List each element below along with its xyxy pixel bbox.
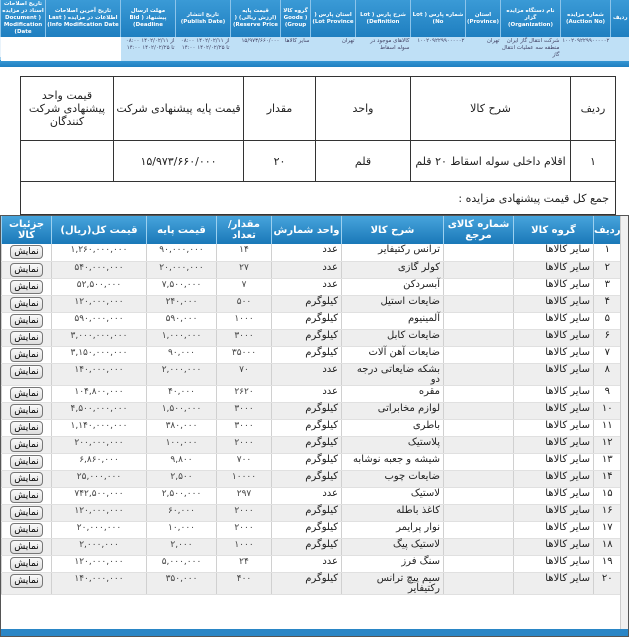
- reference-number: [444, 346, 514, 363]
- reference-number: [444, 521, 514, 538]
- reference-number: [444, 419, 514, 436]
- unit: کیلوگرم: [272, 453, 342, 470]
- column-header: نام دستگاه مزایده گزار (Organization): [501, 0, 561, 37]
- show-details-button[interactable]: نمایش: [10, 455, 42, 469]
- show-details-button[interactable]: نمایش: [10, 365, 42, 379]
- column-header: ردیف: [571, 77, 616, 141]
- quantity: ۲۰۰۰: [217, 436, 272, 453]
- total-price: ۱۴۰,۰۰۰,۰۰۰: [52, 363, 147, 385]
- cell: سایر کالاها: [281, 37, 311, 61]
- table-row: [2, 521, 621, 538]
- table-row: [2, 244, 621, 261]
- scrollbar[interactable]: [620, 216, 628, 636]
- goods-group: سایر کالاها: [514, 470, 594, 487]
- cell: [611, 37, 629, 61]
- table-row: [2, 538, 621, 555]
- base-price: ۵۹۰,۰۰۰: [147, 312, 217, 329]
- total-price: ۵۹۰,۰۰۰,۰۰۰: [52, 312, 147, 329]
- base-price: ۲۴۰,۰۰۰: [147, 295, 217, 312]
- quantity: ۲۶۲۰: [217, 385, 272, 402]
- unit: کیلوگرم: [272, 572, 342, 594]
- auction-header-strip: [0, 0, 629, 67]
- description: مقره: [342, 385, 444, 402]
- show-details-button[interactable]: نمایش: [10, 523, 42, 537]
- show-details-button[interactable]: نمایش: [10, 574, 42, 588]
- reference-number: [444, 453, 514, 470]
- unit: کیلوگرم: [272, 419, 342, 436]
- goods-group: سایر کالاها: [514, 402, 594, 419]
- details-cell: [2, 402, 52, 419]
- row-number: ۱۳: [594, 453, 621, 470]
- unit: کیلوگرم: [272, 538, 342, 555]
- summary-table: [20, 76, 616, 215]
- details-cell: [2, 261, 52, 278]
- details-cell: [2, 453, 52, 470]
- unit: عدد: [272, 278, 342, 295]
- unit: کیلوگرم: [272, 346, 342, 363]
- details-cell: [2, 346, 52, 363]
- row-number: ۱۲: [594, 436, 621, 453]
- base-price: ۲,۵۰۰,۰۰۰: [147, 487, 217, 504]
- details-cell: [2, 521, 52, 538]
- row-number: ۱۴: [594, 470, 621, 487]
- items-table: [1, 216, 621, 595]
- row-number: ۷: [594, 346, 621, 363]
- details-cell: [2, 419, 52, 436]
- table-row: [2, 261, 621, 278]
- table-row: [2, 402, 621, 419]
- total-price: ۱,۱۴۰,۰۰۰,۰۰۰: [52, 419, 147, 436]
- base-price: ۲۰,۰۰۰,۰۰۰: [147, 261, 217, 278]
- reference-number: [444, 555, 514, 572]
- show-details-button[interactable]: نمایش: [10, 472, 42, 486]
- goods-group: سایر کالاها: [514, 244, 594, 261]
- show-details-button[interactable]: نمایش: [10, 297, 42, 311]
- reference-number: [444, 329, 514, 346]
- details-cell: [2, 244, 52, 261]
- description: لاستیک پیگ: [342, 538, 444, 555]
- cell: ۱۰۰۲۰۹۲۲۹۹۰۰۰۰۰۲: [561, 37, 611, 61]
- items-panel: [0, 215, 629, 637]
- description: شیشه و جعبه نوشابه: [342, 453, 444, 470]
- table-footer-band: [1, 629, 629, 636]
- table-row: [2, 555, 621, 572]
- quantity: ۳۵۰۰۰: [217, 346, 272, 363]
- cell: ۱۵/۹۷۳/۶۶۰/۰۰۰: [231, 37, 281, 61]
- cell: شرکت انتقال گاز ایران منطقه سه عملیات انتقال گاز: [501, 37, 561, 61]
- quantity: ۱۰۰۰: [217, 538, 272, 555]
- row-number: ۱۶: [594, 504, 621, 521]
- column-header: جزئیات کالا: [2, 216, 52, 244]
- description: پلاستیک: [342, 436, 444, 453]
- reference-number: [444, 538, 514, 555]
- cell: ۲۰: [244, 141, 316, 182]
- description: سنگ فرز: [342, 555, 444, 572]
- base-price: ۱,۵۰۰,۰۰۰: [147, 402, 217, 419]
- column-header: شرح پارس ( Lot Definition): [356, 0, 411, 37]
- reference-number: [444, 244, 514, 261]
- table-row: [2, 572, 621, 594]
- column-header: شماره کالای مرجع: [444, 216, 514, 244]
- total-price: ۱۲۰,۰۰۰,۰۰۰: [52, 555, 147, 572]
- table-row: [2, 295, 621, 312]
- row-number: ۸: [594, 363, 621, 385]
- unit: کیلوگرم: [272, 329, 342, 346]
- details-cell: [2, 555, 52, 572]
- total-price: ۱۲۰,۰۰۰,۰۰۰: [52, 295, 147, 312]
- description: لاستیک: [342, 487, 444, 504]
- goods-group: سایر کالاها: [514, 436, 594, 453]
- quantity: ۲۷: [217, 261, 272, 278]
- goods-group: سایر کالاها: [514, 363, 594, 385]
- base-price: ۹,۸۰۰: [147, 453, 217, 470]
- table-row: [2, 329, 621, 346]
- total-price: ۲۰۰,۰۰۰,۰۰۰: [52, 436, 147, 453]
- goods-group: سایر کالاها: [514, 312, 594, 329]
- total-price: ۲۰,۰۰۰,۰۰۰: [52, 521, 147, 538]
- base-price: ۲,۰۰۰,۰۰۰: [147, 363, 217, 385]
- description: ضایعات کابل: [342, 329, 444, 346]
- base-price: ۹۰,۰۰۰: [147, 346, 217, 363]
- show-details-button[interactable]: نمایش: [10, 387, 42, 401]
- base-price: ۲,۵۰۰: [147, 470, 217, 487]
- total-price: ۲,۰۰۰,۰۰۰: [52, 538, 147, 555]
- base-price: ۴۰,۰۰۰: [147, 385, 217, 402]
- row-number: ۱۸: [594, 538, 621, 555]
- cell: [21, 141, 114, 182]
- details-cell: [2, 312, 52, 329]
- column-header: شماره پارس ( Lot No): [411, 0, 466, 37]
- quantity: ۴۰۰: [217, 572, 272, 594]
- description: باطری: [342, 419, 444, 436]
- description: ضایعات آهن آلات: [342, 346, 444, 363]
- details-cell: [2, 278, 52, 295]
- row-number: ۳: [594, 278, 621, 295]
- description: آبسردکن: [342, 278, 444, 295]
- show-details-button[interactable]: نمایش: [10, 438, 42, 452]
- goods-group: سایر کالاها: [514, 453, 594, 470]
- column-header: استان (Province): [466, 0, 501, 37]
- details-cell: [2, 436, 52, 453]
- column-header: مقدار: [244, 77, 316, 141]
- base-price: ۱۰,۰۰۰: [147, 521, 217, 538]
- cell: تهران: [311, 37, 356, 61]
- cell: اقلام داخلی سوله اسقاط ۲۰ قلم: [411, 141, 571, 182]
- reference-number: [444, 572, 514, 594]
- row-number: ۵: [594, 312, 621, 329]
- row-number: ۴: [594, 295, 621, 312]
- cell: ۱: [571, 141, 616, 182]
- quantity: ۷۰: [217, 363, 272, 385]
- show-details-button[interactable]: نمایش: [10, 540, 42, 554]
- base-price: ۳۸۰,۰۰۰: [147, 419, 217, 436]
- unit: کیلوگرم: [272, 470, 342, 487]
- quantity: ۲۰۰۰: [217, 521, 272, 538]
- quantity: ۵۰۰: [217, 295, 272, 312]
- row-number: ۱: [594, 244, 621, 261]
- total-price: ۲۵,۰۰۰,۰۰۰: [52, 470, 147, 487]
- quantity: ۳۰۰۰: [217, 402, 272, 419]
- goods-group: سایر کالاها: [514, 555, 594, 572]
- unit: کیلوگرم: [272, 436, 342, 453]
- description: ضایعات استیل: [342, 295, 444, 312]
- details-cell: [2, 504, 52, 521]
- reference-number: [444, 363, 514, 385]
- reference-number: [444, 402, 514, 419]
- table-row: [2, 436, 621, 453]
- quantity: ۲۴: [217, 555, 272, 572]
- reference-number: [444, 261, 514, 278]
- column-header: شرح کالا: [411, 77, 571, 141]
- row-number: ۱۱: [594, 419, 621, 436]
- total-price: ۱,۲۶۰,۰۰۰,۰۰۰: [52, 244, 147, 261]
- base-price: ۲,۰۰۰: [147, 538, 217, 555]
- column-header: شرح کالا: [342, 216, 444, 244]
- details-cell: [2, 470, 52, 487]
- quantity: ۲۰۰۰: [217, 504, 272, 521]
- column-header: واحد شمارش: [272, 216, 342, 244]
- base-price: ۱۰۰,۰۰۰: [147, 436, 217, 453]
- table-row: [2, 278, 621, 295]
- goods-group: سایر کالاها: [514, 385, 594, 402]
- unit: کیلوگرم: [272, 402, 342, 419]
- goods-group: سایر کالاها: [514, 419, 594, 436]
- row-number: ۱۹: [594, 555, 621, 572]
- show-details-button[interactable]: نمایش: [10, 557, 42, 571]
- base-price: ۳۵۰,۰۰۰: [147, 572, 217, 594]
- show-details-button[interactable]: نمایش: [10, 314, 42, 328]
- row-number: ۲۰: [594, 572, 621, 594]
- table-row: [2, 419, 621, 436]
- show-details-button[interactable]: نمایش: [10, 245, 42, 259]
- unit: کیلوگرم: [272, 295, 342, 312]
- cell: قلم: [316, 141, 411, 182]
- base-price: ۶۰,۰۰۰: [147, 504, 217, 521]
- column-header: مقدار/تعداد: [217, 216, 272, 244]
- details-cell: [2, 538, 52, 555]
- column-header: تاریخ اصلاحات اسناد در مزایده ( Document Modification Date): [2, 1, 44, 35]
- description: ضایعات چوب: [342, 470, 444, 487]
- unit: عدد: [272, 555, 342, 572]
- column-header: قیمت پایه (ارزش ریالی) ( Reserve Price): [231, 0, 281, 37]
- column-header: ردیف: [611, 0, 629, 37]
- auction-info-table: [0, 0, 629, 61]
- cell: ۱۰۰۲۰۹۲۲۹۹۰۰۰۰۰۲: [411, 37, 466, 61]
- total-price: ۱۰۴,۸۰۰,۰۰۰: [52, 385, 147, 402]
- quantity: ۳۰۰۰: [217, 419, 272, 436]
- column-header: شماره مزایده (Auction No): [561, 0, 611, 37]
- row-number: ۱۰: [594, 402, 621, 419]
- details-cell: [2, 329, 52, 346]
- goods-group: سایر کالاها: [514, 572, 594, 594]
- band: [0, 60, 629, 67]
- column-header: ردیف: [594, 216, 621, 244]
- column-header: مهلت ارسال پیشنهاد ( Bid Deadline): [121, 0, 176, 37]
- base-price: ۵,۰۰۰,۰۰۰: [147, 555, 217, 572]
- table-row: [2, 312, 621, 329]
- column-header: گروه کالا: [514, 216, 594, 244]
- goods-group: سایر کالاها: [514, 261, 594, 278]
- row-number: ۱۵: [594, 487, 621, 504]
- quantity: ۳۰۰۰: [217, 329, 272, 346]
- column-header: قیمت واحد پیشنهادی شرکت کنندگان: [21, 77, 114, 141]
- column-header: استان پارس ( Lot Province): [311, 0, 356, 37]
- base-price: ۹۰,۰۰۰,۰۰۰: [147, 244, 217, 261]
- row-number: ۶: [594, 329, 621, 346]
- goods-group: سایر کالاها: [514, 487, 594, 504]
- table-row: [2, 470, 621, 487]
- table-row: [2, 385, 621, 402]
- row-number: ۱۷: [594, 521, 621, 538]
- show-details-button[interactable]: نمایش: [10, 421, 42, 435]
- unit: کیلوگرم: [272, 504, 342, 521]
- reference-number: [444, 504, 514, 521]
- total-price: ۶,۸۶۰,۰۰۰: [52, 453, 147, 470]
- total-price: ۱۴۰,۰۰۰,۰۰۰: [52, 572, 147, 594]
- show-details-button[interactable]: نمایش: [10, 263, 42, 277]
- details-cell: [2, 487, 52, 504]
- unit: کیلوگرم: [272, 521, 342, 538]
- description: نوار پرایمر: [342, 521, 444, 538]
- cell: تهران: [466, 37, 501, 61]
- column-header: قیمت پایه: [147, 216, 217, 244]
- description: آلمینیوم: [342, 312, 444, 329]
- goods-group: سایر کالاها: [514, 521, 594, 538]
- unit: عدد: [272, 363, 342, 385]
- goods-group: سایر کالاها: [514, 278, 594, 295]
- details-cell: [2, 363, 52, 385]
- row-number: ۲: [594, 261, 621, 278]
- description: بشکه ضایعاتی درجه دو: [342, 363, 444, 385]
- details-cell: [2, 572, 52, 594]
- show-details-button[interactable]: نمایش: [10, 280, 42, 294]
- details-cell: [2, 385, 52, 402]
- table-row: [2, 453, 621, 470]
- table-row: [2, 487, 621, 504]
- goods-group: سایر کالاها: [514, 295, 594, 312]
- table-row: [2, 346, 621, 363]
- table-row: [2, 504, 621, 521]
- cell: از ۱۴۰۲/۰۲/۱۱ ۰۸:۰۰ تا ۱۴۰۲/۰۲/۲۵ ۱۴:۰۰: [121, 37, 176, 61]
- description: کاغذ باطله: [342, 504, 444, 521]
- description: لوازم مخابراتی: [342, 402, 444, 419]
- unit: عدد: [272, 385, 342, 402]
- quantity: ۷۰۰: [217, 453, 272, 470]
- total-price: ۷۴۲,۵۰۰,۰۰۰: [52, 487, 147, 504]
- column-header: قیمت کل(ریال): [52, 216, 147, 244]
- goods-group: سایر کالاها: [514, 504, 594, 521]
- unit: عدد: [272, 487, 342, 504]
- goods-group: سایر کالاها: [514, 346, 594, 363]
- show-details-button[interactable]: نمایش: [10, 506, 42, 520]
- goods-group: سایر کالاها: [514, 329, 594, 346]
- column-header: تاریخ انتشار (Publish Date): [176, 0, 231, 37]
- show-details-button[interactable]: نمایش: [10, 489, 42, 503]
- column-header: واحد: [316, 77, 411, 141]
- show-details-button[interactable]: نمایش: [10, 348, 42, 362]
- total-price: ۵۴۰,۰۰۰,۰۰۰: [52, 261, 147, 278]
- reference-number: [444, 278, 514, 295]
- base-price: ۷,۵۰۰,۰۰۰: [147, 278, 217, 295]
- total-offer-label: جمع کل قیمت پیشنهادی مزایده :: [21, 182, 616, 215]
- reference-number: [444, 295, 514, 312]
- reference-number: [444, 470, 514, 487]
- show-details-button[interactable]: نمایش: [10, 404, 42, 418]
- description: سیم پیچ ترانس رکتیفایر: [342, 572, 444, 594]
- unit: عدد: [272, 244, 342, 261]
- total-price: ۳,۰۰۰,۰۰۰,۰۰۰: [52, 329, 147, 346]
- column-header: قیمت پایه پیشنهادی شرکت: [114, 77, 244, 141]
- goods-group: سایر کالاها: [514, 538, 594, 555]
- column-header: تاریخ آخرین اصلاحات اطلاعات در مزایده ( Last Info Modification Date): [46, 0, 121, 37]
- description: کولر گازی: [342, 261, 444, 278]
- cell: [1, 37, 46, 61]
- total-price: ۴,۵۰۰,۰۰۰,۰۰۰: [52, 402, 147, 419]
- cell: ۱۵/۹۷۳/۶۶۰/۰۰۰: [114, 141, 244, 182]
- column-header: گروه کالا ( Goods Group): [281, 0, 311, 37]
- quantity: ۱۰۰۰: [217, 312, 272, 329]
- reference-number: [444, 436, 514, 453]
- quantity: ۱۰۰۰۰: [217, 470, 272, 487]
- reference-number: [444, 312, 514, 329]
- cell: کالاهای موجود در سوله اسقاط: [356, 37, 411, 61]
- total-price: ۵۲,۵۰۰,۰۰۰: [52, 278, 147, 295]
- unit: کیلوگرم: [272, 312, 342, 329]
- quantity: ۲۹۷: [217, 487, 272, 504]
- description: ترانس رکتیفایر: [342, 244, 444, 261]
- reference-number: [444, 385, 514, 402]
- total-price: ۳,۱۵۰,۰۰۰,۰۰۰: [52, 346, 147, 363]
- show-details-button[interactable]: نمایش: [10, 331, 42, 345]
- cell: [46, 37, 121, 61]
- reference-number: [444, 487, 514, 504]
- unit: عدد: [272, 261, 342, 278]
- table-row: [2, 363, 621, 385]
- quantity: ۱۴: [217, 244, 272, 261]
- row-number: ۹: [594, 385, 621, 402]
- details-cell: [2, 295, 52, 312]
- base-price: ۱,۰۰۰,۰۰۰: [147, 329, 217, 346]
- total-price: ۱۲۰,۰۰۰,۰۰۰: [52, 504, 147, 521]
- quantity: ۷: [217, 278, 272, 295]
- cell: از ۱۴۰۲/۰۲/۱۱ ۰۸:۰۰ تا ۱۴۰۲/۰۲/۲۵ ۱۴:۰۰: [176, 37, 231, 61]
